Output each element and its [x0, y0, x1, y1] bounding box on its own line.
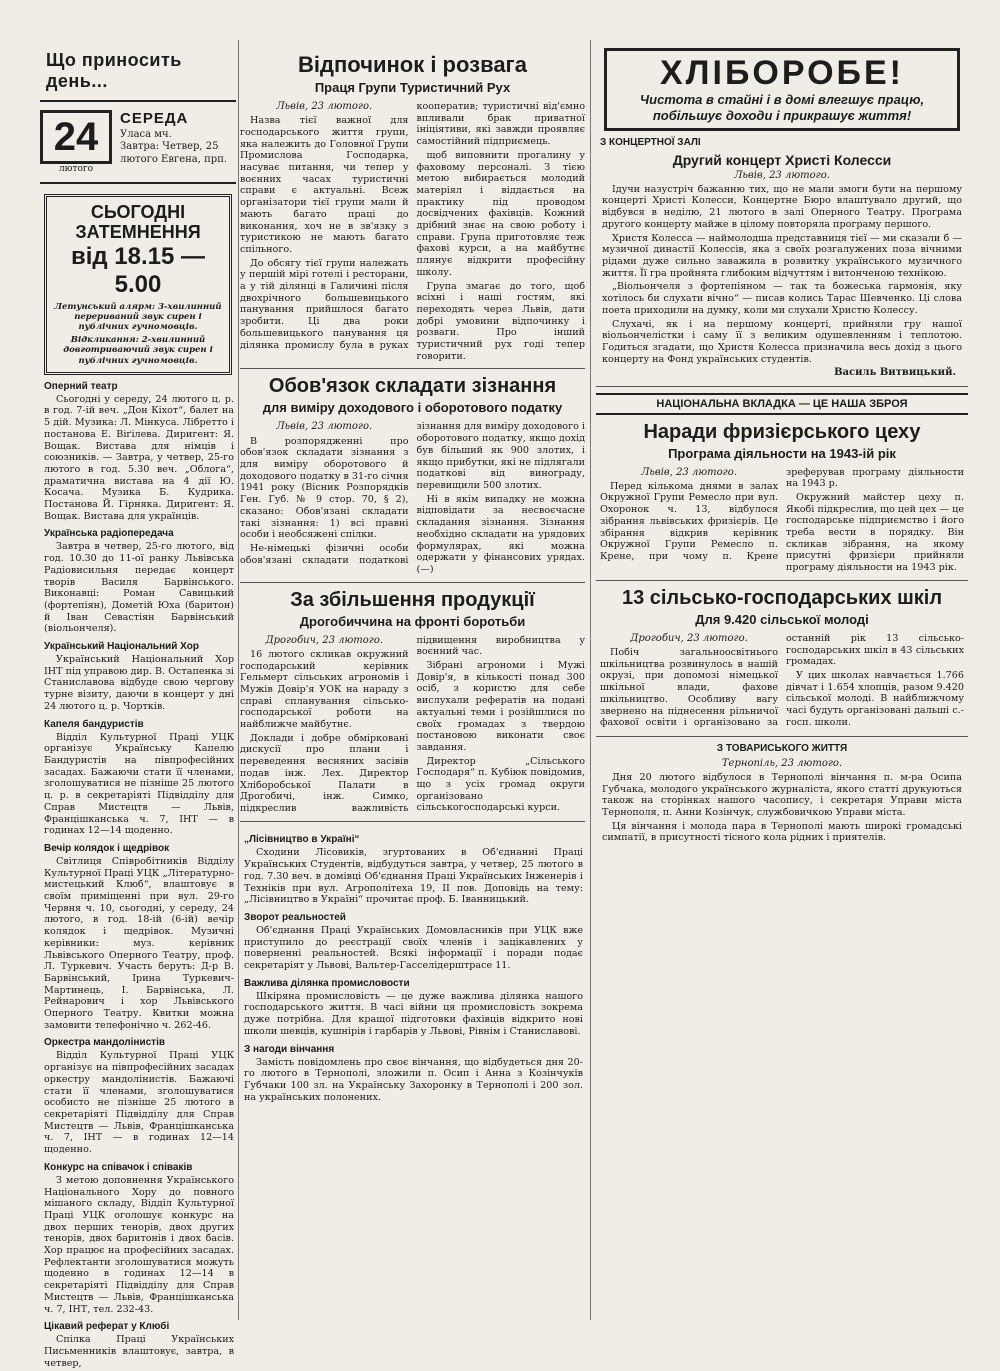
announcement-text: Відділ Культурної Праці УЦК організує на півпрофесійних засадах оркестру мандолінистів. Бажаючі стати її членами, зголошуватися особисто не пізніше 25 лютого в секретаріяті Підвідділу для Справ Мистецтв — Львів, Францішканська ч. 7, ІНТ — в годинах 12—14 щоденно.	[44, 1050, 234, 1156]
divider	[596, 580, 968, 581]
announcement-heading: Українська радіопередача	[44, 528, 174, 540]
announcement-text: Український Національний Хор ІНТ під управою дир. В. Остапенка зі Станиславова відбуде свою чергову турне візиту, даючи в концерт у дні 24 лютого ц. р. Чортків.	[44, 654, 234, 712]
rest-body	[240, 101, 585, 362]
announcement-text: Відділ Культурної Праці УЦК організує Українську Капелю Бандуристів на півпрофесійних засадах. Бажаючи стати її членами, зголошуватися не пізніше 25 лютого ц. р. в секретаріяті Підвідділу для Справ Мистецтв — Львів, Францішканська ч. 7, ІНТ — в годинах 12—14 щоденно.	[44, 731, 234, 837]
announcement-text: Сьогодні у середу, 24 лютого ц. р. в год. 7-ій веч. „Дон Кіхот“, балет на 5 дій. Музика: Л. Мінкуса. Лібретто і постанова Е. Віґілева. Диригент: Я. Вощак. Вистава для німців і союзників. — Завтра, у четвер, 25-го лютого в год. 5.30 веч. „Облога“, драматична вистава на 4 дії Ю. Косача. Музика Б. Кудрика. Постанова Й. Гірняка. Диригент: Я. Вощак. Вистава для українців.	[44, 393, 234, 522]
column-rule-1	[238, 40, 239, 1320]
divider	[596, 736, 968, 737]
production-paragraph: Зібрані агрономи і Мужі Довір'я, в кількості понад 300 осіб, з користю для себе вислухали рефератів на подані актуальні теми і розійшлися по своїх громадах з твердою постановою виконати своє завдання.	[416, 660, 585, 753]
hairdressers-body	[600, 467, 964, 574]
social-body	[602, 758, 962, 844]
announcement-heading: Капеля бандуристів	[44, 718, 144, 730]
middle-column	[240, 0, 585, 1105]
announcement-heading: Оперний театр	[44, 380, 118, 392]
farmer-banner	[604, 48, 960, 131]
social-rubric: З ТОВАРИСЬКОГО ЖИТТЯ	[716, 742, 848, 754]
note-heading: З нагоди вінчання	[244, 1043, 335, 1055]
note-heading: „Лісівництво в Україні“	[244, 834, 360, 846]
day-number: 24	[40, 110, 112, 164]
announcement-text: Світлиця Співробітників Відділу Культурної Праці УЦК „Літературно-мистецький Клюб“, влаштовує в своїм приміщенні при вул. 29-го Червня ч. 10, сьогодні, у середу, 24 лютого, в год. 18-ій (6-ій) вечір колядок і щедрівок. Музичні керівники: муз. керівник Львівського Оперного Театру, проф. Л. Туркевич. Участь беруть: Д-р В. Барвінський, Ірина Туркевич-Мартинець, І. Барвінська, Л. Рейнарович і хор Львівського Оперного Театру. Квитки можна замовити телефонічно ч. 262-46.	[44, 855, 234, 1031]
rest-paragraph: Група змагає до того, щоб всіхні і наші гостям, які переходять через Львів, дати добрі умовини відпочинку і розваги. Про інший туристичний рух годі тепер говорити.	[416, 280, 585, 362]
divider	[596, 386, 968, 387]
name-day: Уласа мч.	[120, 128, 172, 140]
what-day-brings-heading: Що приносить день...	[46, 50, 182, 91]
rest-paragraph: Назва тієї важної для господарського життя групи, яка належить до Головної Групи Промислова Господарка, насуває питання, чи тепер у воєнних часах туристичні справи є актуальні. Всеж організатори тієї групи мали й мають багато праці до виконання, хоч не в зв'язку з туристикою не мають багато спільного.	[240, 115, 409, 255]
tax-paragraph: Ні в якім випадку не можна відповідати за несвоєчасне складання зізнання. Зізнання необхідно складати на урядових формулярах, які можна одержати у фінансових урядах. (—)	[416, 493, 585, 575]
concert-paragraph: Слухачі, як і на першому концерті, прийняли гру нашої віольончелістки і саму її з великим одушевленням і теплотою. Годиться згадати, що Христя Колесса призначила весь дохід з цього концерту на Фонд українських студентів.	[602, 318, 962, 365]
blackout-time: від 18.15 — 5.00	[70, 242, 206, 298]
schools-paragraph: Побіч загальноосвітнього шкільництва розвинулось в нашій окрузі, при допомозі німецької шкільної влади, фахове шкільництво. Особливу вагу звернено на піднесення рільничої фахової освіти і організовано за останній рік 13 сільсько-господарських шкіл в 43 сільських громадах.	[600, 632, 964, 729]
announcement-heading: Конкурс на співачок і співаків	[44, 1161, 193, 1173]
date-info	[120, 110, 236, 174]
tax-subtitle: для виміру доходового і оборотового податку	[262, 400, 563, 416]
concert-paragraph: „Віольончеля з фортепіяном — так та божеська гармонія, яку хотілось би слухати вічно“ — писав колись Тарас Шевченко. Ці слова поета приходили на думку, коли ми слухали Христю Колессу.	[602, 281, 962, 316]
short-notes	[240, 828, 585, 1105]
divider	[240, 368, 585, 369]
tax-title: Обов'язок складати зізнання	[268, 375, 557, 398]
blackout-box	[44, 194, 232, 375]
announcement-text: З метою доповнення Українського Національного Хору до повного мішаного складу, Відділ Культурної Праці УЦК оголошує конкурс на двох перших теноpів, двох других теноpів, двох баритонів і двох басів. Хор працює на професійних засадах. Рефлектанти зголошуватися можуть щоденно в годинах 12—14 в секретаріяті Підвідділу для Справ Мистецтв — Львів, Францішканська ч. 7, ІНТ, тел. 232-43.	[44, 1174, 234, 1315]
announcement-heading: Оркестра мандолінистів	[44, 1037, 166, 1049]
social-paragraph: Дня 20 лютого відбулося в Тернополі вінчання п. м-ра Осипа Губчака, молодого українського журналіста, якого статті друкуються також на сторінках нашого часопису, і секретаря Управи міста Тернополя, п. Анни Козінчук, службовичкою Управи міста.	[602, 771, 962, 818]
production-title: За збільшення продукції	[290, 588, 535, 611]
production-subtitle: Дрогобиччина на фронті боротьби	[299, 613, 526, 629]
blackout-title: СЬОГОДНІ ЗАТЕМНЕННЯ	[75, 202, 201, 242]
farmer-banner-subtitle: Чистота в стайні і в домі влегшує працю, побільшує доходи і прикрашує життя!	[639, 92, 925, 123]
concert-paragraph: Ідучи назустріч бажанню тих, що не мали змоги бути на першому концерті Христі Колесси, Концертне Бюро влаштувало другий, що відбувся в неділю, 21 лютого в залі Оперного Театру. Програма другого концерту майже в цілому повторяла програму першого.	[602, 183, 962, 230]
hairdressers-title: Наради фризієрського цеху	[643, 420, 921, 443]
rest-subtitle: Праця Групи Туристичний Рух	[314, 80, 511, 95]
hairdressers-paragraph: Окружний майстер цеху п. Якобі підкреслив, що цей цех — це господарське підприємство і його треба вести в порядку. Він скликав зібрання, на якому присутні фризієри прийняли програму діяльности на 1943 рік.	[786, 491, 964, 574]
note-heading: Важлива ділянка промисловости	[244, 977, 410, 989]
hairdressers-dateline: Львів, 23 лютого.	[641, 466, 737, 478]
announcement-heading: Вечір колядок і щедрівок	[44, 842, 170, 854]
month-label: лютого	[58, 164, 94, 174]
tax-paragraph: В розпорядженні про обов'язок складати зізнання з для виміру оборотового й доходового податку в 31-го січня 1941 року (Вісник Розпорядків Ген. Губ. № 9 стор. 70, § 2), сказано: Обов'язані складати такі зізнання: 1) всі правні особи і необсяжені спілки.	[240, 435, 409, 541]
hairdressers-subtitle: Програма діяльности на 1943-ій рік	[668, 445, 896, 461]
tax-paragraph: Не-німецькі фізичні особи обов'язані складати податкові зізнання для виміру доходового і оборотового податку, якщо дохід був більший як 900 злотих, і якщо прибутки, які не підлягали податкові від винограду, перевищили 500 злотих.	[240, 421, 585, 566]
social-paragraph: Ця вінчання і молода пара в Тернополі мають широкі громадські симпатії, в присутності тісного кола рідних і приятелів.	[602, 820, 962, 844]
rest-dateline: Львів, 23 лютого.	[276, 101, 373, 112]
schools-title: 13 сільсько-господарських шкіл	[621, 586, 943, 609]
farmer-banner-title: ХЛІБОРОБЕ!	[660, 54, 904, 92]
concert-rubric: З КОНЦЕРТНОЇ ЗАЛІ	[600, 136, 701, 148]
concert-body	[602, 170, 962, 380]
national-slogan: НАЦІОНАЛЬНА ВКЛАДКА — ЦЕ НАША ЗБРОЯ	[596, 393, 968, 415]
production-paragraph: Доклади і добре обмірковані дискусії про плани і переведення весняних засівів подав інж. Лех. Директор Хліборобської Палати в Дрогобичі, інж. Симко, підкреслив важливість підвищення виробництва у воєнний час.	[240, 634, 585, 814]
divider	[240, 821, 585, 822]
production-dateline: Дрогобич, 23 лютого.	[265, 634, 384, 646]
rest-paragraph: щоб виповнити прогалину у фаховому персоналі. З тією метою вибирається молодий матеріял і віддається на практику під проводом досвідчених фахівців. Кожний дрібний знає на свою роботу і справи. Група приготовляє теж фахові курси, а на майбутнє плянує відкрити професійну школу.	[416, 149, 585, 278]
schools-paragraph: У цих школах навчається 1.766 дівчат і 1.654 хлопців, разом 9.420 сільської молоді. В найближчому часі будуть організовані дальші с.-госп. школи.	[786, 669, 964, 728]
tax-dateline: Львів, 23 лютого.	[276, 421, 373, 433]
date-box	[40, 100, 236, 184]
schools-dateline: Дрогобич, 23 лютого.	[630, 632, 748, 644]
note-heading: Зворот реальностей	[244, 911, 346, 923]
concert-paragraph: Христя Колесса — наймолодша представниця тієї — ми сказали б — музичної династії Колессів, яка з своїх розгалужених поза вічними рідами дуже сильно заважила в розвитку українського музичного життя. Її гра пройнята глибоким відчуттям і витонченою технікою.	[602, 232, 962, 279]
announcement-text: Спілка Праці Українських Письменників влаштовує, завтра, в четвер,	[44, 1334, 234, 1369]
blackout-note-alarm: Летунський алярм: 3-хвилинний перериваний звук сирен і публічних гучномовців.	[54, 301, 222, 332]
left-column	[40, 0, 236, 1371]
concert-title: Другий концерт Христі Колесси	[672, 151, 892, 168]
notes-and-hair	[240, 828, 585, 1105]
note-text: Замість повідомлень про своє вінчання, що відбудеться дня 20-го лютого в Тернополі, зложили п. Осип і Анна з Козінчуків Губчаки 100 зл. на Українську Захоронку в Тернополі і 200 зол. на українських полонених.	[244, 1056, 583, 1103]
rest-paragraph: До обсягу тієї групи належать у першій мірі готелі і ресторани, а у тій ділянці в Галичині після двохрічного большевицького панування прийшлося багато зробити. Ці два роки большевицького панування ця ділянка промислу була в руках кооператив; туристичні від'ємно впливали брак приватної ініціятиви, які завжди проявляє самостійний підприємець.	[240, 101, 585, 351]
date-number-block	[40, 110, 112, 174]
note-text: Сходини Лісовиків, згуртованих в Об'єднанні Праці Українських Студентів, відбудуться завтра, у четвер, 25 лютого в год. 7.30 веч. в домівці Об'єднання Праці Українських Інженерів і Техніків при вул. Агрополітеха 19, II пов. Доповідь на тему: „Лісівництво в Україні“ прочитає проф. Б. Іванницький.	[244, 847, 583, 906]
tomorrow-line: Завтра: Четвер, 25 лютого Евгена, прп.	[120, 141, 228, 165]
note-text: Шкіряна промисловість — це дуже важлива ділянка нашого господарського життя. В часі війни ця промисловість зокрема дуже потрібна. Для кращої підготовки фахівців відкрито нові школи шевців, кушнірів і гарбарів у Львові, Рівнім і Станиславові.	[244, 990, 583, 1037]
announcement-text: Завтра в четвер, 25-го лютого, від год. 10.30 до 11-ої ранку Львівська Радіовисильня передає концерт творів Василя Барвінського. Виконавці: Роман Савицький (фортепіян), Дометій Юха (баритон) й Іван Севастіян Барвінський (віольончеля).	[44, 541, 234, 635]
production-body	[240, 635, 585, 816]
hairdressers-paragraph: Перед кількома днями в залах Окружної Групи Ремесло при вул. Охоронок ч. 13, відбулося зібрання львівських фризієрів. Це збірання відкрив керівник Окружної Групи Ремесло п. Крене, при чому п. Крене зреферував програму діяльности на 1943 р.	[600, 466, 964, 562]
announcement-heading: Український Національний Хор	[44, 641, 199, 653]
schools-subtitle: Для 9.420 сільської молоді	[695, 611, 869, 627]
rest-title: Відпочинок і розвага	[298, 52, 527, 77]
concert-dateline: Львів, 23 лютого.	[734, 169, 830, 181]
weekday: СЕРЕДА	[120, 110, 189, 127]
production-paragraph: 16 лютого скликав окружний господарський керівник Гельмерт сільських агрономів і Мужів Довір'я УОК на нараду з справі спланування сільсько-господарської роботи на найближче майбутнє.	[240, 648, 409, 731]
column-rule-2	[590, 40, 591, 1320]
production-paragraph: Директор „Сільського Господаря“ п. Кубіюк повідомив, що з усіх громад округи організовано сільськогосподарські курси.	[416, 755, 585, 814]
social-dateline: Тернопіль, 23 лютого.	[721, 757, 843, 769]
blackout-note-recall: Відкликання: 2-хвилинний довготриваючий звук сирен і публічних гучномовців.	[63, 335, 213, 366]
note-text: Об'єднання Праці Українських Домовласників при УЦК вже приступило до реєстрації своїх членів і зацікавлених у поверненні реальностей. Всякі інформації і поради подає секретаріят у Львові, Вальтер-Гасселідерштрасе 11.	[244, 924, 583, 972]
tax-body	[240, 421, 585, 575]
announcements-list	[40, 381, 236, 1370]
right-column	[596, 0, 968, 846]
announcement-heading: Цікавий реферат у Клюбі	[44, 1321, 170, 1333]
concert-signature: Василь Витвицький.	[834, 367, 956, 379]
divider	[240, 582, 585, 583]
schools-body	[600, 633, 964, 730]
